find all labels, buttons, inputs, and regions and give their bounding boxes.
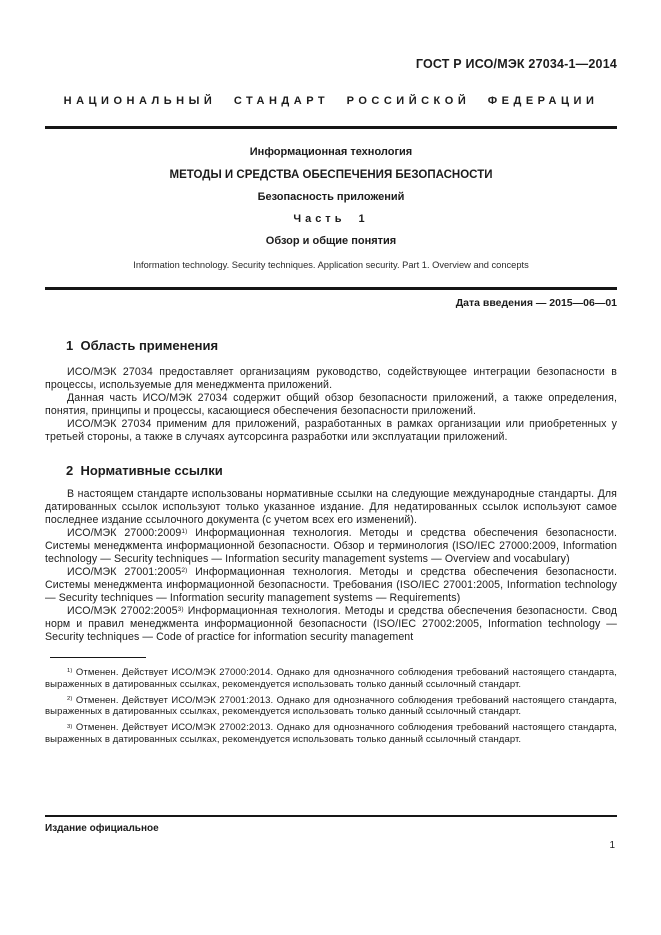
footnote <box>45 695 617 719</box>
footnote-marker: 3) <box>177 606 184 614</box>
footnote-text: Отменен. Действует ИСО/МЭК 27000:2014. Однако для однозначного соблюдения требований настоящего стандарта, выраженных в датированных ссылках, рекомендуется использовать только данный ссылочный стандарт. <box>45 667 617 690</box>
introduction-date: Дата введения — 2015—06—01 <box>455 297 617 309</box>
section2-heading: 2 Нормативные ссылки <box>66 463 223 478</box>
footnote-text: Отменен. Действует ИСО/МЭК 27002:2013. Однако для однозначного соблюдения требований настоящего стандарта, выраженных в датированных ссылках, рекомендуется использовать только данный ссылочный стандарт. <box>45 722 617 745</box>
section2-body <box>45 488 617 644</box>
title-divider <box>45 287 617 290</box>
footnote-marker: 2) <box>67 695 73 702</box>
footnotes-block <box>45 657 617 746</box>
section1-paragraph: ИСО/МЭК 27034 применим для приложений, разработанных в рамках организации или приобретенных у третьей стороны, а также в случаях аутсорсинга разработки или эксплуатации приложений. <box>45 418 617 443</box>
section1-body <box>45 366 617 444</box>
title-part: Часть 1 <box>293 213 369 225</box>
reference-item <box>45 527 617 566</box>
footnote <box>45 667 617 691</box>
title-english: Information technology. Security techniques. Application security. Part 1. Overview and concepts <box>133 260 529 270</box>
reference-text: Информационная технология. Методы и средства обеспечения безопасности. Системы менеджмента информационной безопасности. Требования (ISO/IEC 27001:2005, Information technology — Security techniques — Information security management systems — Requirements) <box>45 566 618 604</box>
reference-code: ИСО/МЭК 27000:2009 <box>67 527 182 539</box>
section1-paragraph: ИСО/МЭК 27034 предоставляет организациям руководство, содействующее интеграции безопасности в процессы, используемые для менеджмента приложений. <box>45 366 617 391</box>
footnote-divider <box>50 657 146 658</box>
reference-text: Информационная технология. Методы и средства обеспечения безопасности. Свод норм и правил менеджмента информационной безопасности (ISO/IEC 27002:2005, Information technology — Security techniques — Code of practice for information security management <box>45 605 617 643</box>
title-block <box>45 146 617 271</box>
title-subject: Безопасность приложений <box>257 191 405 203</box>
reference-code: ИСО/МЭК 27002:2005 <box>67 605 178 617</box>
reference-code: ИСО/МЭК 27001:2005 <box>67 566 182 578</box>
page-number: 1 <box>609 840 615 851</box>
section1-paragraph: Данная часть ИСО/МЭК 27034 содержит общий обзор безопасности приложений, а также определения, понятия, принципы и процессы, касающиеся обеспечения безопасности приложений. <box>45 392 617 417</box>
title-subtitle: Обзор и общие понятия <box>265 235 397 247</box>
section1-heading: 1 Область применения <box>66 338 219 353</box>
footnote <box>45 722 617 746</box>
title-domain: Информационная технология <box>249 146 413 158</box>
footnote-marker: 2) <box>181 567 188 575</box>
reference-item <box>45 566 617 605</box>
reference-item <box>45 605 617 644</box>
title-main: МЕТОДЫ И СРЕДСТВА ОБЕСПЕЧЕНИЯ БЕЗОПАСНОСТИ <box>169 169 493 181</box>
standard-type-heading: НАЦИОНАЛЬНЫЙ СТАНДАРТ РОССИЙСКОЙ ФЕДЕРАЦИИ <box>63 95 599 107</box>
footnote-marker: 3) <box>67 723 73 730</box>
top-divider <box>45 126 617 129</box>
section2-intro-paragraph: В настоящем стандарте использованы нормативные ссылки на следующие международные стандарты. Для датированных ссылок используют только указанное издание. Для недатированных ссылок используют самое последнее издание ссылочного документа (с учетом всех его изменений). <box>45 488 617 526</box>
footnote-text: Отменен. Действует ИСО/МЭК 27001:2013. Однако для однозначного соблюдения требований настоящего стандарта, выраженных в датированных ссылках, рекомендуется использовать только данный ссылочный стандарт. <box>45 694 617 718</box>
footnote-marker: 1) <box>181 528 188 536</box>
doc-code: ГОСТ Р ИСО/МЭК 27034-1—2014 <box>415 57 617 71</box>
footer-divider <box>45 815 617 817</box>
footnote-marker: 1) <box>67 668 73 675</box>
reference-text: Информационная технология. Методы и средства обеспечения безопасности. Системы менеджмента информационной безопасности. Обзор и терминология (ISO/IEC 27000:2009, Information technology — Security techniques — Information security management systems — Overview and vocabulary) <box>45 527 618 565</box>
official-edition-label: Издание официальное <box>45 823 159 834</box>
